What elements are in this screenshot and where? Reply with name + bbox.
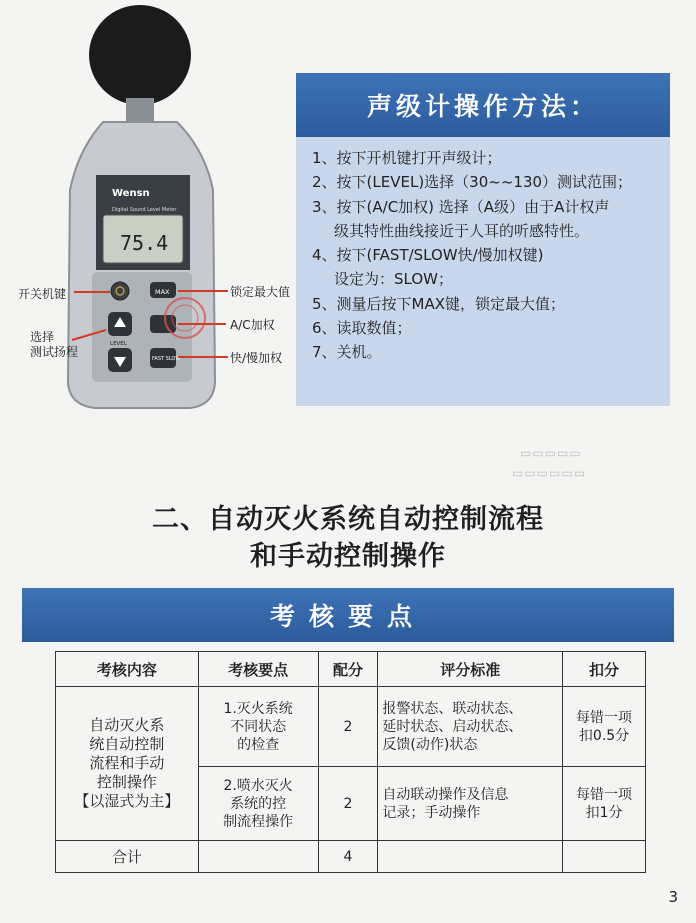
assessment-content-cell: 自动灭火系 统自动控制 流程和手动 控制操作 【以湿式为主】 <box>56 687 199 841</box>
standard-cell: 自动联动操作及信息 记录；手动操作 <box>378 767 563 841</box>
deduction-cell: 每错一项 扣0.5分 <box>563 687 646 767</box>
method-step-3-cont: 级其特性曲线接近于人耳的听感特性。 <box>334 221 590 240</box>
method-step-3: 3、按下(A/C加权) 选择（A级）由于A计权声 <box>312 197 610 216</box>
standard-cell: 报警状态、联动状态、 延时状态、启动状态、 反馈(动作)状态 <box>378 687 563 767</box>
lcd-reading: 75.4 <box>120 231 169 255</box>
table-total-row <box>56 841 646 873</box>
table-header-row <box>56 652 646 687</box>
microphone-windscreen <box>89 5 191 105</box>
method-steps <box>312 146 668 365</box>
show-through-mark-1: ▭▭▭▭▭ <box>520 446 582 460</box>
callout-lock-max: 锁定最大值 <box>230 285 291 299</box>
callout-range-select-2: 测试扬程 <box>30 345 79 359</box>
key-point-cell: 2.喷水灭火 系统的控 制流程操作 <box>198 767 318 841</box>
callout-power-key: 开关机键 <box>18 287 67 301</box>
total-label: 合计 <box>56 841 199 873</box>
svg-text:LEVEL: LEVEL <box>110 341 127 347</box>
method-step-5: 5、测量后按下MAX键，锁定最大值； <box>312 294 566 313</box>
header-key-point: 考核要点 <box>198 652 318 687</box>
method-step-2: 2、按下(LEVEL)选择（30~~130）测试范围； <box>312 173 633 192</box>
power-button <box>111 282 129 300</box>
table-row <box>56 687 646 767</box>
score-cell: 2 <box>318 767 378 841</box>
callout-range-select-1: 选择 <box>30 330 55 344</box>
svg-text:FAST SLOW: FAST SLOW <box>152 356 181 362</box>
meter-brand: Wensn <box>112 188 150 199</box>
header-deduction: 扣分 <box>563 652 646 687</box>
deduction-cell: 每错一项 扣1分 <box>563 767 646 841</box>
svg-text:MAX: MAX <box>155 288 170 296</box>
method-title: 声级计操作方法： <box>296 73 670 137</box>
callout-fast-slow: 快/慢加权 <box>230 351 283 365</box>
method-step-4-cont: 设定为：SLOW； <box>334 270 453 289</box>
total-score: 4 <box>318 841 378 873</box>
page-number: 3 <box>668 888 678 906</box>
method-step-6: 6、读取数值； <box>312 319 412 338</box>
microphone-neck <box>126 98 154 124</box>
section-heading-line1: 二、自动灭火系统自动控制流程 <box>152 504 544 535</box>
header-standard: 评分标准 <box>378 652 563 687</box>
score-cell: 2 <box>318 687 378 767</box>
key-points-title: 考核要点 <box>22 588 674 642</box>
method-step-4: 4、按下(FAST/SLOW快/慢加权键) <box>312 246 544 265</box>
key-point-cell: 1.灭火系统 不同状态 的检查 <box>198 687 318 767</box>
assessment-table <box>55 651 646 873</box>
section-heading-line2: 和手动控制操作 <box>250 541 446 572</box>
header-content: 考核内容 <box>56 652 199 687</box>
callout-ac-weight: A/C加权 <box>230 318 275 332</box>
method-step-7: 7、关机。 <box>312 343 382 362</box>
header-score: 配分 <box>318 652 378 687</box>
meter-model: Digital Sound Level Meter <box>112 207 177 213</box>
method-step-1: 1、按下开机键打开声级计； <box>312 149 502 167</box>
show-through-mark-2: ▭▭▭▭▭▭ <box>512 466 587 480</box>
